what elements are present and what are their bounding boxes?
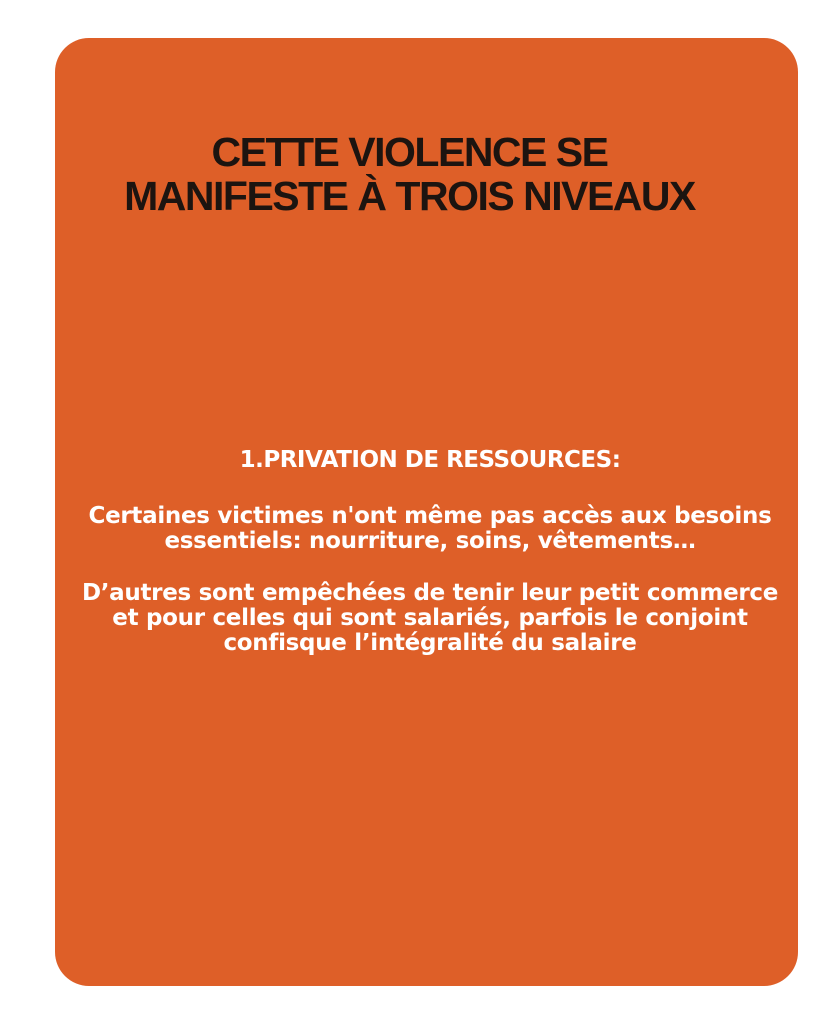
- paragraph-essentials: Certaines victimes n'ont même pas accès aux besoins essentiels: nourriture, soins, vêtements…: [88, 503, 772, 554]
- card-title-line-2: MANIFESTE À TROIS NIVEAUX: [124, 173, 695, 219]
- card-title: [0, 130, 819, 218]
- card-title-line-1: CETTE VIOLENCE SE: [211, 129, 608, 175]
- paragraph-commerce: D’autres sont empêchées de tenir leur petit commerce et pour celles qui sont salariés, parfois le conjoint confisque l’intégralité du salaire: [81, 580, 779, 656]
- section-heading: 1.PRIVATION DE RESSOURCES:: [239, 447, 621, 473]
- card-body: [75, 446, 785, 683]
